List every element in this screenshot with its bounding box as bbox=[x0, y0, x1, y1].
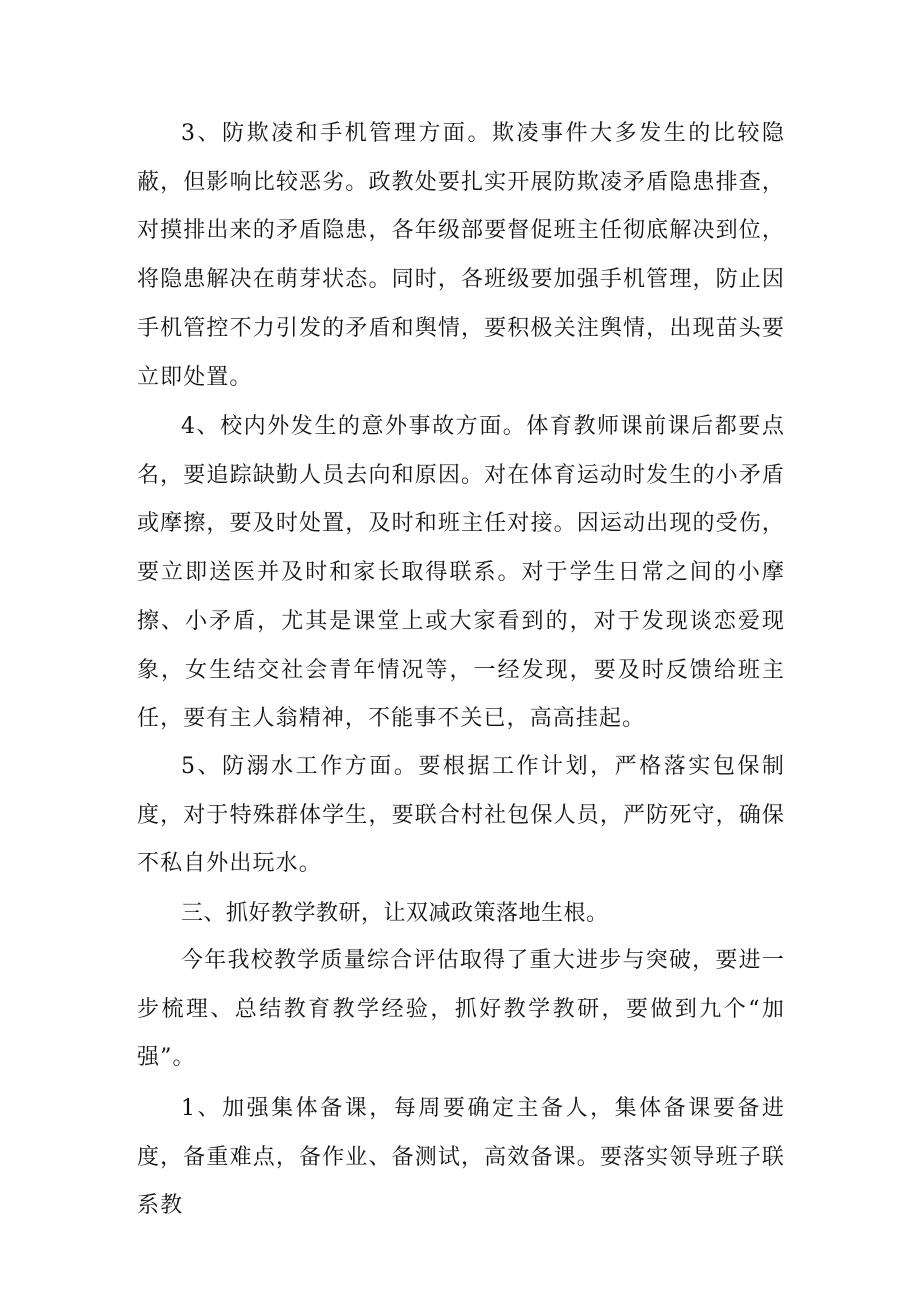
paragraph-anti-bullying-phone-management: 3、防欺凌和手机管理方面。欺凌事件大多发生的比较隐蔽，但影响比较恶劣。政教处要扎实开展防欺凌矛盾隐患排查，对摸排出来的矛盾隐患，各年级部要督促班主任彻底解决到位，将隐患解决在萌芽状态。同时，各班级要加强手机管理，防止因手机管控不力引发的矛盾和舆情，要积极关注舆情，出现苗头要立即处置。 bbox=[137, 121, 785, 390]
paragraph-teaching-quality: 今年我校教学质量综合评估取得了重大进步与突破，要进一步梳理、总结教育教学经验，抓好教学教研，要做到九个“加强”。 bbox=[137, 948, 785, 1071]
paragraph-collective-lesson-prep: 1、加强集体备课，每周要确定主备人，集体备课要备进度，备重难点，备作业、备测试，高效备课。要落实领导班子联系教 bbox=[137, 1096, 785, 1219]
paragraph-accident-prevention: 4、校内外发生的意外事故方面。体育教师课前课后都要点名，要追踪缺勤人员去向和原因。对在体育运动时发生的小矛盾或摩擦，要及时处置，及时和班主任对接。因运动出现的受伤，要立即送医并及时和家长取得联系。对于学生日常之间的小摩擦、小矛盾，尤其是课堂上或大家看到的，对于发现谈恋爱现象，女生结交社会青年情况等，一经发现，要及时反馈给班主任，要有主人翁精神，不能事不关已，高高挂起。 bbox=[137, 414, 785, 732]
section-heading-teaching-research: 三、抓好教学教研，让双减政策落地生根。 bbox=[181, 901, 609, 926]
paragraph-drowning-prevention: 5、防溺水工作方面。要根据工作计划，严格落实包保制度，对于特殊群体学生，要联合村社包保人员，严防死守，确保不私自外出玩水。 bbox=[137, 754, 785, 877]
